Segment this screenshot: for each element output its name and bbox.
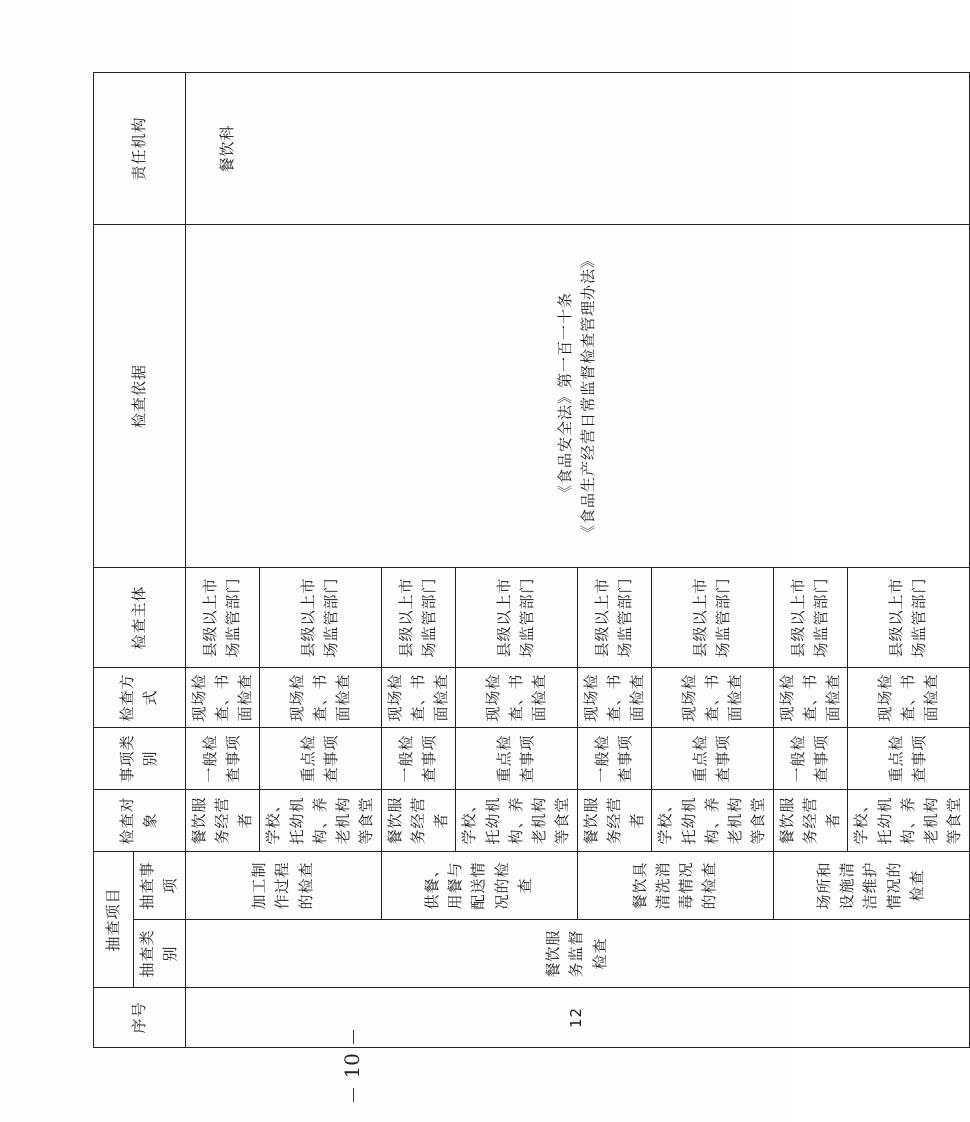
header-method: 检查方式 xyxy=(94,667,186,727)
org-cell: 餐饮科 xyxy=(185,72,969,224)
subject-cell: 县级以上市场监管部门 xyxy=(848,567,969,667)
method-cell: 现场检查、书面检查 xyxy=(652,667,773,727)
header-category: 抽查类别 xyxy=(134,920,186,988)
type-cell: 一般检查事项 xyxy=(185,727,260,789)
target-cell: 餐饮服务经营者 xyxy=(185,789,260,851)
header-seq: 序号 xyxy=(94,988,186,1048)
method-cell: 现场检查、书面检查 xyxy=(456,667,577,727)
type-cell: 重点检查事项 xyxy=(848,727,969,789)
item-cell: 供餐、用餐与配送情况的检查 xyxy=(381,851,577,919)
header-project: 抽查项目 xyxy=(94,851,134,987)
target-cell: 餐饮服务经营者 xyxy=(577,789,652,851)
header-basis: 检查依据 xyxy=(94,224,186,567)
inspection-table xyxy=(93,72,970,1048)
type-cell: 一般检查事项 xyxy=(577,727,652,789)
page-number-value: 10 xyxy=(340,1053,364,1079)
method-cell: 现场检查、书面检查 xyxy=(577,667,652,727)
target-cell: 学校、托幼机构、养老机构等食堂 xyxy=(848,789,969,851)
type-cell: 一般检查事项 xyxy=(381,727,456,789)
target-cell: 餐饮服务经营者 xyxy=(773,789,848,851)
type-cell: 重点检查事项 xyxy=(456,727,577,789)
method-cell: 现场检查、书面检查 xyxy=(848,667,969,727)
subject-cell: 县级以上市场监管部门 xyxy=(381,567,456,667)
table-row xyxy=(185,72,260,1047)
target-cell: 学校、托幼机构、养老机构等食堂 xyxy=(260,789,381,851)
type-cell: 重点检查事项 xyxy=(260,727,381,789)
page-number xyxy=(332,1045,372,1105)
method-cell: 现场检查、书面检查 xyxy=(381,667,456,727)
basis-line-1: 《食品安全法》第一百一十条 xyxy=(555,291,574,500)
subject-cell: 县级以上市场监管部门 xyxy=(773,567,848,667)
category-cell: 餐饮服务监督检查 xyxy=(185,920,969,988)
subject-cell: 县级以上市场监管部门 xyxy=(456,567,577,667)
method-cell: 现场检查、书面检查 xyxy=(260,667,381,727)
header-subject: 检查主体 xyxy=(94,567,186,667)
subject-cell: 县级以上市场监管部门 xyxy=(260,567,381,667)
dash-left xyxy=(353,1088,354,1102)
header-row-1 xyxy=(94,72,134,1047)
basis-line-2: 《食品生产经营日常监督检查管理办法》 xyxy=(579,251,597,540)
method-cell: 现场检查、书面检查 xyxy=(185,667,260,727)
target-cell: 学校、托幼机构、养老机构等食堂 xyxy=(652,789,773,851)
item-cell: 餐饮具清洗消毒情况的检查 xyxy=(577,851,773,919)
basis-cell xyxy=(185,224,969,567)
header-target: 检查对象 xyxy=(94,789,186,851)
rotated-table-frame xyxy=(93,73,964,1048)
header-org: 责任机构 xyxy=(94,72,186,224)
header-type: 事项类别 xyxy=(94,727,186,789)
header-item: 抽查事项 xyxy=(134,851,186,919)
type-cell: 一般检查事项 xyxy=(773,727,848,789)
subject-cell: 县级以上市场监管部门 xyxy=(577,567,652,667)
method-cell: 现场检查、书面检查 xyxy=(773,667,848,727)
item-cell: 加工制作过程的检查 xyxy=(185,851,381,919)
target-cell: 学校、托幼机构、养老机构等食堂 xyxy=(456,789,577,851)
target-cell: 餐饮服务经营者 xyxy=(381,789,456,851)
subject-cell: 县级以上市场监管部门 xyxy=(185,567,260,667)
subject-cell: 县级以上市场监管部门 xyxy=(652,567,773,667)
dash-right xyxy=(353,1030,354,1044)
type-cell: 重点检查事项 xyxy=(652,727,773,789)
seq-cell: 12 xyxy=(185,988,969,1048)
item-cell: 场所和设施清洁维护情况的检查 xyxy=(773,851,969,919)
